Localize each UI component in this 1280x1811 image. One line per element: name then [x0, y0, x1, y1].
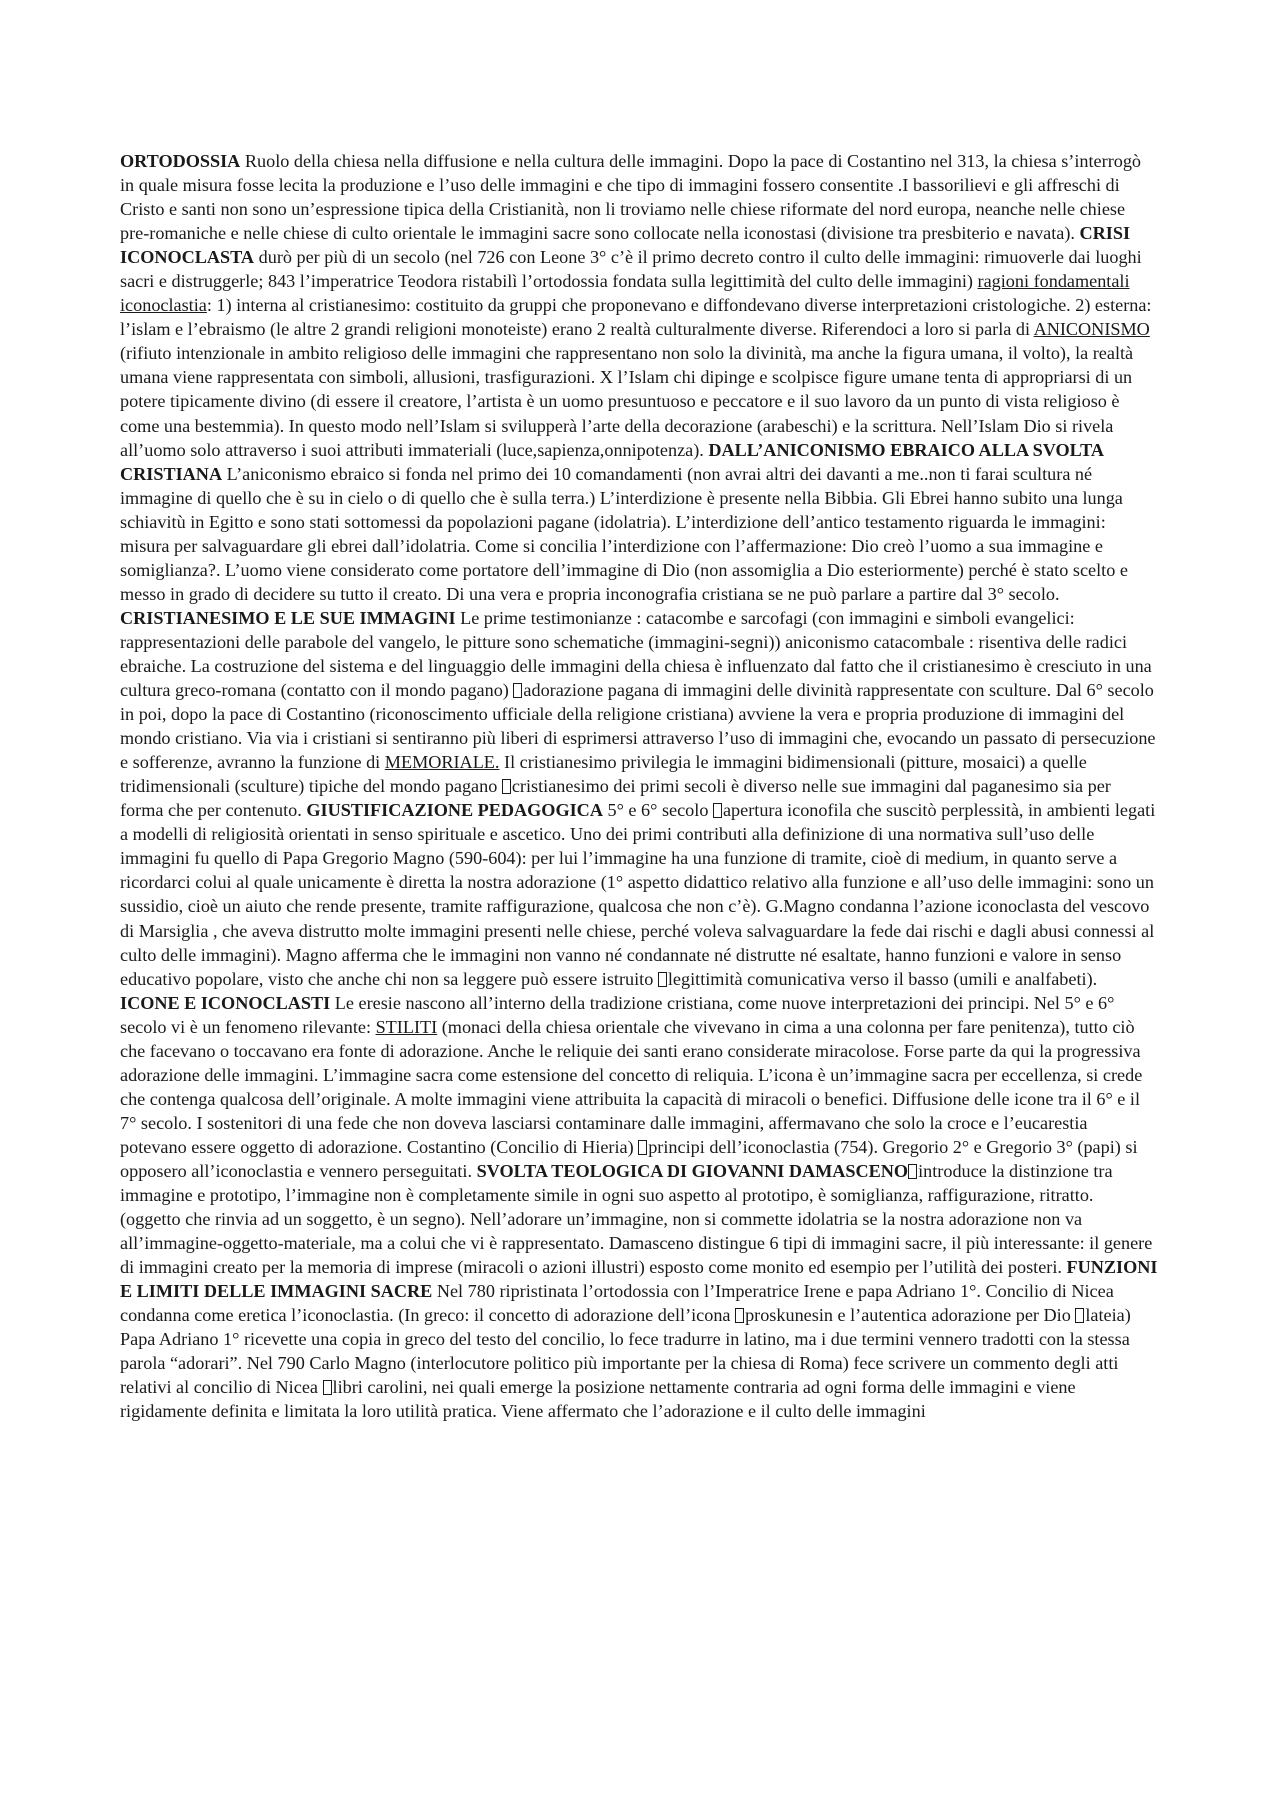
- heading-cristianesimo-immagini: CRISTIANESIMO E LE SUE IMMAGINI: [120, 607, 456, 628]
- body-text: libri carolini, nei quali emerge la posizione nettamente contraria ad ogni forma delle immagini e viene rigidamente definita e limitata la loro utilità pratica. Viene affermato che l’adorazione e il culto delle immagini: [120, 1377, 1076, 1422]
- underlined-term: STILITI: [375, 1016, 438, 1037]
- missing-glyph-icon: [513, 683, 522, 698]
- missing-glyph-icon: [323, 1380, 332, 1395]
- missing-glyph-icon: [658, 972, 667, 987]
- heading-ortodossia: ORTODOSSIA: [120, 151, 241, 171]
- heading-icone-iconoclasti: ICONE E ICONOCLASTI: [120, 992, 331, 1013]
- body-text: (rifiuto intenzionale in ambito religioso delle immagini che rappresentano non solo la divinità, ma anche la figura umana, il volto), la realtà umana viene rappresentata con simboli, allusioni, trasfigurazioni. X l’Islam chi dipinge e scolpisce figure umane tenta di appropriarsi di un potere tipicamente divino (di essere il creatore, l’artista è un uomo presuntuoso e peccatore e il suo lavoro da un punto di vista religioso è come una bestemmia). In questo modo nell’Islam si svilupperà l’arte della decorazione (arabeschi) e la scrittura. Nell’Islam Dio si rivela all’uomo solo attraverso i suoi attributi immateriali (luce,sapienza,onnipotenza).: [120, 343, 1134, 460]
- underlined-term: ANICONISMO: [1033, 319, 1150, 340]
- body-text: Le prime testimonianze : catacombe e sarcofagi (con immagini e simboli evangelici: rappresentazioni delle parabole del vangelo, le pitture sono schematiche (immagini-segni)) aniconismo catacombale : risentiva delle radici ebraiche. La costruzione del sistema e del linguaggio delle immagini della chiesa è influenzato dal fatto che il cristianesimo è cresciuto in una cultura greco-romana (contatto con il mondo pagano): [120, 607, 1152, 701]
- body-text: adorazione pagana di immagini delle divinità rappresentate con sculture. Dal 6° secolo in poi, dopo la pace di Costantino (riconoscimento ufficiale della religione cristiana) avviene la vera e propria produzione di immagini del mondo cristiano. Via via i cristiani si sentiranno più liberi di esprimersi attraverso l’uso di immagini che, evocando un passato di persecuzione e sofferenze, avranno la funzione di: [120, 680, 1156, 773]
- body-text: introduce la distinzione tra immagine e prototipo, l’immagine non è completamente simile in ogni suo aspetto al prototipo, è somiglianza, raffigurazione, ritratto. (oggetto che rinvia ad un soggetto, è un segno). Nell’adorare un’immagine, non si commette idolatria se la nostra adorazione non va all’immagine-oggetto-materiale, ma a colui che vi è rappresentato. Damasceno distingue 6 tipi di immagini sacre, il più interessante: il genere di immagini creato per la memoria di imprese (miracoli o azioni illustri) esposto come monito ed esempio per l’utilità dei posteri.: [120, 1160, 1153, 1278]
- missing-glyph-icon: [908, 1164, 917, 1179]
- body-text: durò per più di un secolo (nel 726 con Leone 3° c’è il primo decreto contro il culto delle immagini: rimuoverle dai luoghi sacri e distruggerle; 843 l’imperatrice Teodora ristabilì l’ortodossia fondata sulla legittimità del culto delle immagini): [120, 247, 1142, 292]
- body-text: proskunesin e l’autentica adorazione per Dio: [745, 1305, 1076, 1326]
- missing-glyph-icon: [1075, 1308, 1084, 1323]
- body-text: Nel 780 ripristinata l’ortodossia con l’Imperatrice Irene e papa Adriano 1°. Concilio di Nicea condanna come eretica l’iconoclastia. (In greco: il concetto di adorazione dell’icona: [120, 1281, 1114, 1326]
- body-text: principi dell’iconoclastia (754). Gregorio 2° e Gregorio 3° (papi) si opposero all’iconoclastia e vennero perseguitati.: [120, 1136, 1138, 1181]
- body-text: Il cristianesimo privilegia le immagini bidimensionali (pitture, mosaici) a quelle tridimensionali (sculture) tipiche del mondo pagano: [120, 752, 1087, 797]
- underlined-term: MEMORIALE.: [384, 752, 500, 773]
- body-text: legittimità comunicativa verso il basso (umili e analfabeti).: [667, 968, 1098, 989]
- heading-aniconismo-ebraico: DALL’ANICONISMO EBRAICO ALLA SVOLTA CRISTIANA: [120, 439, 1104, 484]
- missing-glyph-icon: [638, 1140, 647, 1155]
- body-text: : 1) interna al cristianesimo: costituito da gruppi che proponevano e diffondevano diverse interpretazioni cristologiche. 2) esterna: l’islam e l’ebraismo (le altre 2 grandi religioni monoteiste) erano 2 realtà culturalmente diverse. Riferendoci a loro si parla di: [120, 295, 1152, 340]
- body-text: apertura iconofila che suscitò perplessità, in ambienti legati a modelli di religiosità orientati in senso spirituale e ascetico. Uno dei primi contributi alla definizione di una normativa sull’uso delle immagini fu quello di Papa Gregorio Magno (590-604): per lui l’immagine ha una funzione di tramite, cioè di medium, in quanto serve a ricordarci colui al quale unicamente è diretta la nostra adorazione (1° aspetto didattico relativo alla funzione e all’uso delle immagini: sono un sussidio, cioè un aiuto che rende presente, tramite raffigurazione, qualcosa che non c’è). G.Magno condanna l’azione iconoclasta del vescovo di Marsiglia , che aveva distrutto molte immagini presenti nelle chiese, perché voleva salvaguardare la fede dai rischi e dagli abusi connessi al culto delle immagini). Magno afferma che le immagini non vanno né condannate né distrutte né esaltate, hanno funzioni e valore in senso educativo popolare, visto che anche chi non sa leggere può essere istruito: [120, 800, 1156, 989]
- missing-glyph-icon: [713, 803, 722, 818]
- body-text: Le eresie nascono all’interno della tradizione cristiana, come nuove interpretazioni dei principi. Nel 5° e 6° secolo vi è un fenomeno rilevante:: [120, 992, 1115, 1037]
- body-text: Ruolo della chiesa nella diffusione e nella cultura delle immagini. Dopo la pace di Costantino nel 313, la chiesa s’interrogò in quale misura fosse lecita la produzione e l’uso delle immagini e che tipo di immagini fossero consentite .I bassorilievi e gli affreschi di Cristo e santi non sono un’espressione tipica della Cristianità, non li troviamo nelle chiese riformate del nord europa, neanche nelle chiese pre-romaniche e nelle chiese di culto orientale le immagini sacre sono collocate nella iconostasi (divisione tra presbiterio e navata).: [120, 151, 1142, 244]
- document-page: [120, 149, 1158, 1423]
- heading-giustificazione-pedagogica: GIUSTIFICAZIONE PEDAGOGICA: [306, 800, 603, 821]
- heading-funzioni-limiti: FUNZIONI E LIMITI DELLE IMMAGINI SACRE: [120, 1257, 1158, 1302]
- heading-crisi-iconoclasta: CRISI ICONOCLASTA: [120, 223, 1131, 268]
- body-text: 5° e 6° secolo: [602, 800, 713, 821]
- document-body: [120, 149, 1158, 1423]
- underlined-term: ragioni fondamentali iconoclastia: [120, 271, 1130, 316]
- body-text: (monaci della chiesa orientale che vivevano in cima a una colonna per fare penitenza), tutto ciò che facevano o toccavano era fonte di adorazione. Anche le reliquie dei santi erano considerate miracolose. Forse parte da qui la progressiva adorazione delle immagini. L’immagine sacra come estensione del concetto di reliquia. L’icona è un’immagine sacra per eccellenza, si crede che contenga qualcosa dell’originale. A molte immagini viene attribuita la capacità di miracoli o benefici. Diffusione delle icone tra il 6° e il 7° secolo. I sostenitori di una fede che non doveva lasciarsi contaminare dalle immagini, affermavano che solo la croce e l’eucarestia potevano essere oggetto di adorazione. Costantino (Concilio di Hieria): [120, 1016, 1143, 1157]
- missing-glyph-icon: [735, 1308, 744, 1323]
- body-text: lateia) Papa Adriano 1° ricevette una copia in greco del testo del concilio, lo fece tradurre in latino, ma i due termini vennero tradotti con la stessa parola “adorari”. Nel 790 Carlo Magno (interlocutore politico più importante per la chiesa di Roma) fece scrivere un commento degli atti relativi al concilio di Nicea: [120, 1305, 1131, 1398]
- body-text: L’aniconismo ebraico si fonda nel primo dei 10 comandamenti (non avrai altri dei davanti a me..non ti farai scultura né immagine di quello che è su in cielo o di quello che è sulla terra.) L’interdizione è presente nella Bibbia. Gli Ebrei hanno subito una lunga schiavitù in Egitto e sono stati sottomessi da popolazioni pagane (idolatria). L’interdizione dell’antico testamento riguarda le immagini: misura per salvaguardare gli ebrei dall’idolatria. Come si concilia l’interdizione con l’affermazione: Dio creò l’uomo a sua immagine e somiglianza?. L’uomo viene considerato come portatore dell’immagine di Dio (non assomiglia a Dio esteriormente) perché è stato scelto e messo in grado di decidere su tutto il creato. Di una vera e propria inconografia cristiana se ne può parlare a partire dal 3° secolo.: [120, 463, 1128, 604]
- heading-svolta-teologica: SVOLTA TEOLOGICA DI GIOVANNI DAMASCENO: [476, 1160, 909, 1181]
- body-text: cristianesimo dei primi secoli è diverso nelle sue immagini dal paganesimo sia per forma che per contenuto.: [120, 776, 1111, 821]
- missing-glyph-icon: [502, 779, 511, 794]
